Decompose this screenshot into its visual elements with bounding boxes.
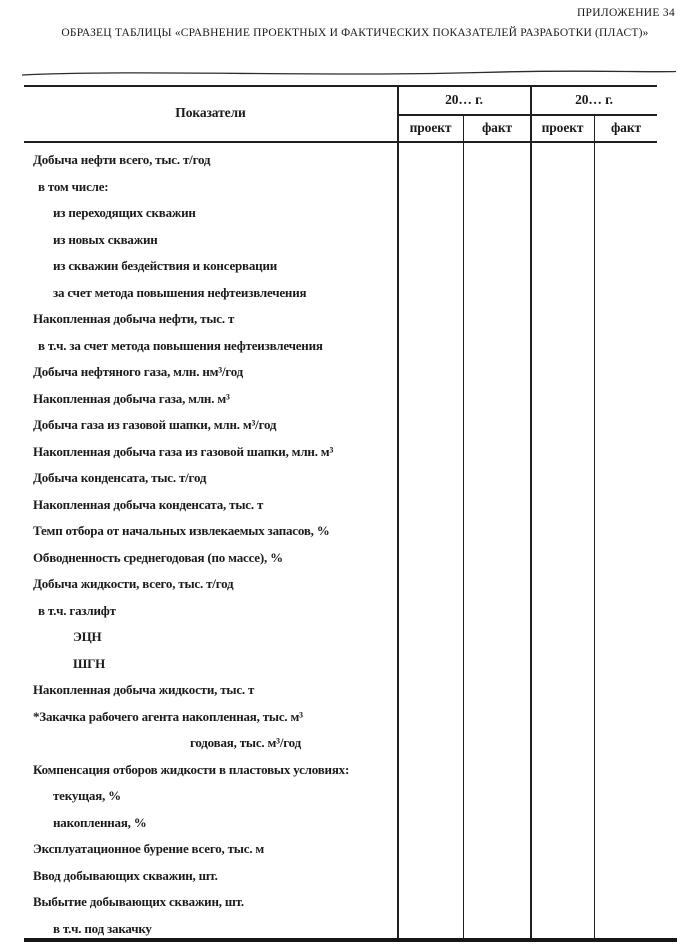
document-title: ОБРАЗЕЦ ТАБЛИЦЫ «СРАВНЕНИЕ ПРОЕКТНЫХ И ФАКТИЧЕСКИХ ПОКАЗАТЕЛЕЙ РАЗРАБОТКИ (ПЛАСТ)» — [61, 27, 649, 39]
table-row: Компенсация отборов жидкости в пластовых условиях: — [33, 761, 350, 777]
column-header-project-2: проект — [541, 119, 584, 135]
column-header-project-1: проект — [409, 119, 452, 135]
table-row: Накопленная добыча газа, млн. м³ — [33, 390, 230, 406]
table-row: в т.ч. газлифт — [38, 602, 116, 618]
column-header-year-1: 20… г. — [445, 91, 483, 107]
table-row: в том числе: — [38, 178, 109, 194]
table-row: Эксплуатационное бурение всего, тыс. м — [33, 841, 265, 857]
table-row: Накопленная добыча жидкости, тыс. т — [33, 682, 255, 698]
table-row: из переходящих скважин — [53, 205, 196, 221]
table-row: ЭЦН — [73, 629, 102, 645]
table-row: Добыча жидкости, всего, тыс. т/год — [33, 576, 234, 592]
column-header-fact-2: факт — [610, 119, 642, 135]
scan-artifact-line — [20, 68, 678, 80]
column-divider-years — [530, 85, 532, 938]
table-row: Ввод добывающих скважин, шт. — [33, 867, 218, 883]
table-row: Обводненность среднегодовая (по массе), % — [33, 549, 283, 565]
column-header-year-2: 20… г. — [575, 91, 613, 107]
header-bottom-line — [24, 141, 657, 143]
table-row: в т.ч. за счет метода повышения нефтеизвлечения — [38, 337, 323, 353]
table-row: Накопленная добыча конденсата, тыс. т — [33, 496, 264, 512]
table-row: Добыча конденсата, тыс. т/год — [33, 470, 207, 486]
table-row: Добыча нефти всего, тыс. т/год — [33, 152, 211, 168]
column-header-fact-1: факт — [481, 119, 513, 135]
column-divider-indicators — [397, 85, 399, 938]
table-row: текущая, % — [53, 788, 121, 804]
table-row: накопленная, % — [53, 814, 147, 830]
table-row: из новых скважин — [53, 231, 158, 247]
table-row: Накопленная добыча нефти, тыс. т — [33, 311, 235, 327]
column-divider-proj-fact-2 — [594, 114, 595, 938]
table-row: Темп отбора от начальных извлекаемых запасов, % — [33, 523, 330, 539]
table-row: годовая, тыс. м³/год — [190, 735, 301, 751]
appendix-label: ПРИЛОЖЕНИЕ 34 — [576, 7, 675, 19]
table-row: за счет метода повышения нефтеизвлечения — [53, 284, 307, 300]
column-header-indicators: Показатели — [175, 105, 246, 120]
table-rows — [24, 147, 397, 942]
column-divider-proj-fact-1 — [463, 114, 464, 938]
table-row: Выбытие добывающих скважин, шт. — [33, 894, 244, 910]
table-row: ШГН — [73, 655, 106, 671]
table-row: *Закачка рабочего агента накопленная, тыс. м³ — [33, 708, 303, 724]
table-row: в т.ч. под закачку — [53, 920, 152, 936]
table-row: Накопленная добыча газа из газовой шапки, млн. м³ — [33, 443, 334, 459]
table-row: Добыча нефтяного газа, млн. нм³/год — [33, 364, 244, 380]
table-row: из скважин бездействия и консервации — [53, 258, 278, 274]
table-row: Добыча газа из газовой шапки, млн. м³/год — [33, 417, 277, 433]
